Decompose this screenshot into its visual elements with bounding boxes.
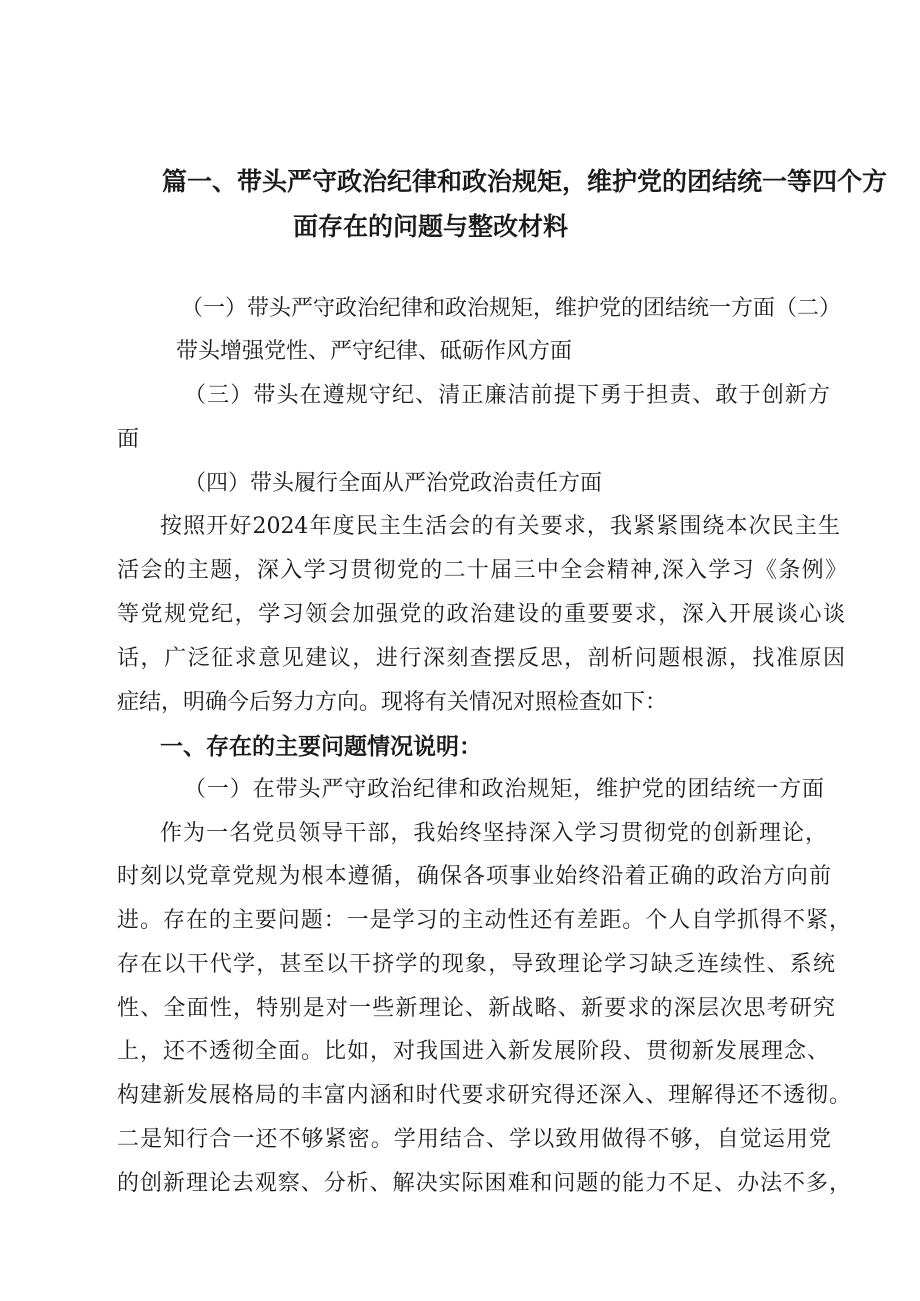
intro-line-4: 话，广泛征求意见建议，进行深刻查摆反思，剖析问题根源，找准原因	[117, 646, 845, 671]
body-line-5: 性、全面性，特别是对一些新理论、新战略、新要求的深层次思考研究	[117, 996, 835, 1021]
body-line-6: 上，还不透彻全面。比如，对我国进入新发展阶段、贯彻新发展理念、	[117, 1039, 829, 1064]
intro-line-3: 等党规党纪，学习领会加强党的政治建设的重要要求，深入开展谈心谈	[117, 602, 845, 627]
document-title-line-1: 篇一、带头严守政治纪律和政治规矩，维护党的团结统一等四个方	[162, 167, 888, 196]
intro-line-1: 按照开好2024年度民主生活会的有关要求，我紧紧围绕本次民主生	[160, 514, 840, 539]
body-line-2: 时刻以党章党规为根本遵循，确保各项事业始终沿着正确的政治方向前	[117, 864, 831, 889]
outline-line-3: （三）带头在遵规守纪、清正廉洁前提下勇于担责、敢于创新方	[184, 383, 830, 408]
body-line-7: 构建新发展格局的丰富内涵和时代要求研究得还深入、理解得还不透彻。	[117, 1083, 851, 1108]
body-line-1: 作为一名党员领导干部，我始终坚持深入学习贯彻党的创新理论，	[160, 821, 827, 846]
outline-line-2: 带头增强党性、严守纪律、砥砺作风方面	[176, 339, 573, 364]
body-line-3: 进。存在的主要问题：一是学习的主动性还有差距。个人自学抓得不紧，	[117, 908, 851, 933]
body-line-8: 二是知行合一还不够紧密。学用结合、学以致用做得不够，自觉运用党	[117, 1127, 831, 1152]
subsection-heading: （一）在带头严守政治纪律和政治规矩，维护党的团结统一方面	[184, 777, 824, 802]
body-line-9: 的创新理论去观察、分析、解决实际困难和问题的能力不足、办法不多，	[117, 1171, 851, 1196]
body-line-4: 存在以干代学，甚至以干挤学的现象，导致理论学习缺乏连续性、系统	[117, 952, 835, 977]
outline-line-4: 面	[117, 427, 140, 452]
intro-line-2: 活会的主题，深入学习贯彻党的二十届三中全会精神,深入学习《条例》	[117, 558, 847, 583]
outline-line-5: （四）带头履行全面从严治党政治责任方面	[184, 471, 603, 496]
document-title-line-2: 面存在的问题与整改材料	[293, 212, 569, 241]
section-heading: 一、存在的主要问题情况说明：	[160, 734, 482, 760]
intro-line-5: 症结，明确今后努力方向。现将有关情况对照检查如下：	[117, 690, 668, 715]
outline-line-1: （一）带头严守政治纪律和政治规矩，维护党的团结统一方面（二）	[181, 296, 842, 321]
